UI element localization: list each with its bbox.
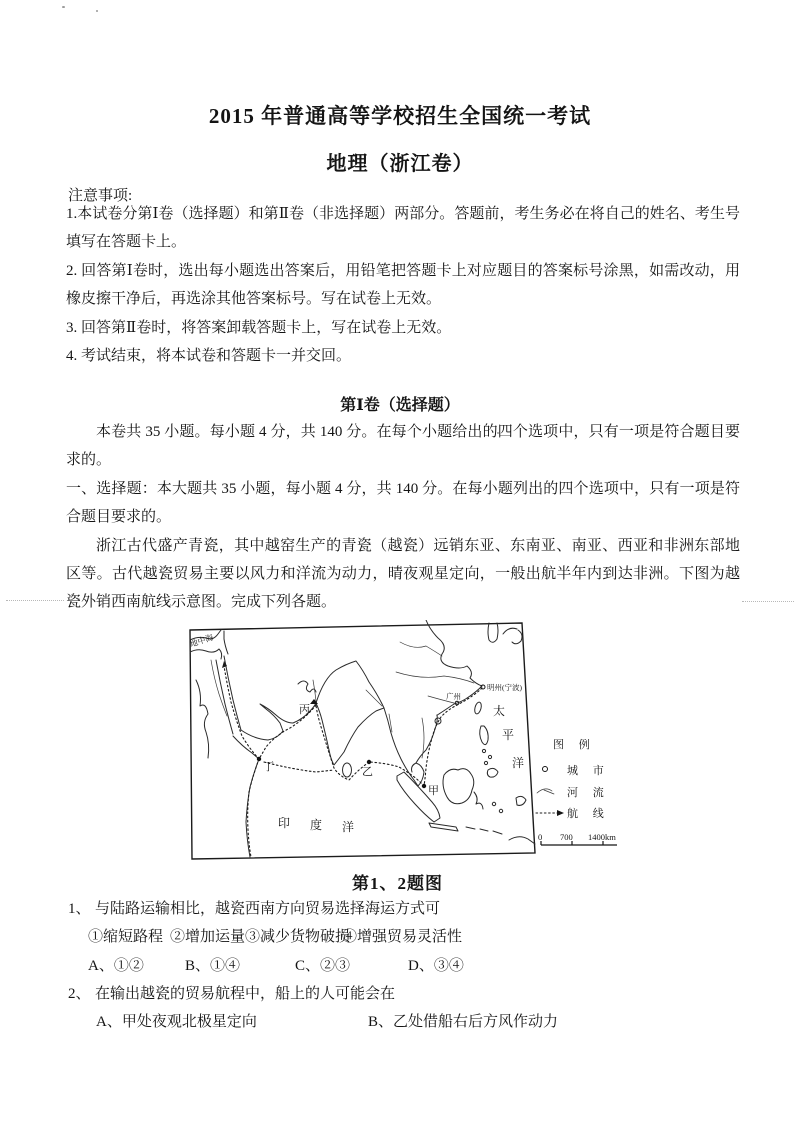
question-1-number: 1、 <box>68 901 91 917</box>
coastline-india <box>316 661 384 765</box>
legend-river-label: 河 流 <box>567 787 610 799</box>
coastline-red-sea-east <box>224 656 241 730</box>
label-point-bing: 丙 <box>299 704 310 716</box>
map-frame <box>190 623 535 859</box>
coastline-mediterranean <box>190 649 222 659</box>
philippine-island <box>488 755 491 758</box>
scan-speck <box>96 10 98 12</box>
coastline-new-guinea <box>509 837 535 844</box>
label-pacific-2: 平 <box>502 728 515 742</box>
scale-tick-0: 0 <box>538 832 543 842</box>
island-dash <box>480 829 488 831</box>
molucca-island <box>499 809 502 812</box>
question-2-choices <box>0 1010 800 1034</box>
label-indian-ocean-1: 印 <box>278 816 291 830</box>
page-title: 2015 年普通高等学校招生全国统一考试 <box>208 104 592 128</box>
scale-tick-1400: 1400km <box>588 832 616 842</box>
coastline-arabia-south <box>241 730 283 740</box>
legend-city-label: 城 市 <box>567 765 610 777</box>
coastline-sulawesi <box>474 792 483 809</box>
coastline-indochina-west <box>384 708 418 786</box>
label-guangzhou: 广州 <box>446 692 461 701</box>
point-marker-yi <box>367 760 371 764</box>
scale-bar <box>538 832 617 845</box>
section-body <box>66 418 740 617</box>
ganges-river <box>366 690 382 706</box>
choice-b: B、①④ <box>185 958 241 974</box>
question-1-sub-options <box>0 925 800 949</box>
coastline-korea <box>488 623 498 642</box>
question-2 <box>0 982 800 1006</box>
coastline-borneo <box>443 769 474 804</box>
question-2-stem: 在输出越瓷的贸易航程中，船上的人可能会在 <box>95 986 396 1002</box>
choice-a: A、①② <box>88 958 144 974</box>
river-legend-icon <box>537 789 554 794</box>
question-passage: 浙江古代盛产青瓷，其中越窑生产的青瓷（越瓷）远销东亚、东南亚、南亚、西亚和非洲东部地区等。古代越瓷贸易主要以风力和洋流为动力，晴夜观星定向，一般出航半年内到达非洲。下图为越瓷外销西南航线示意图。完成下列各题。 <box>66 537 740 611</box>
coastline-red-sea-west <box>216 660 233 734</box>
label-mingzhou: 明州(宁波) <box>487 683 522 692</box>
molucca-island <box>492 802 495 805</box>
scan-artifact-dotted-line <box>742 601 794 602</box>
map-figure <box>186 620 642 870</box>
point-marker-ding <box>257 757 261 761</box>
label-indian-ocean-2: 度 <box>310 818 323 832</box>
notice-item-2: 2. 回答第Ⅰ卷时，选出每小题选出答案后，用铅笔把答题卡上对应题目的答案标号涂黑，如需改动，用橡皮擦干净后，再选涂其他答案标号。写在试卷上无效。 <box>66 262 740 308</box>
section-rule: 一、选择题：本大题共 35 小题，每小题 4 分，共 140 分。在每小题列出的四个选项中，只有一项是符合题目要求的。 <box>66 480 740 526</box>
notice-list <box>66 200 740 370</box>
philippine-island <box>482 749 485 752</box>
label-pacific-1: 太 <box>493 704 506 718</box>
city-legend-icon <box>543 767 548 772</box>
coastline-africa-inland <box>196 680 209 758</box>
question-1-choices <box>0 954 800 978</box>
label-indian-ocean-3: 洋 <box>342 820 355 834</box>
coastline-gulf-of-aden-africa <box>233 736 259 759</box>
coastline-sri-lanka <box>343 763 352 777</box>
choice-b: B、乙处借船右后方风作动力 <box>368 1014 559 1030</box>
question-1 <box>0 897 800 921</box>
label-point-yi: 乙 <box>362 766 373 778</box>
yangtze-river <box>396 672 474 683</box>
label-point-ding: 丁 <box>263 761 274 773</box>
notice-item-1: 1.本试卷分第Ⅰ卷（选择题）和第Ⅱ卷（非选择题）两部分。答题前，考生务必在将自己的姓名、考生号填写在答题卡上。 <box>66 206 740 251</box>
figure-caption: 第1、2题图 <box>352 874 443 893</box>
notice-item-3: 3. 回答第Ⅱ卷时，将答案卸载答题卡上，写在试卷上无效。 <box>66 319 452 336</box>
philippine-island <box>484 761 487 764</box>
route-legend-arrowhead <box>557 810 564 816</box>
sub-option-4: ④增强贸易灵活性 <box>342 929 463 945</box>
label-mediterranean: 地中海 <box>188 632 215 649</box>
island-dash <box>466 827 475 829</box>
page-subtitle: 地理（浙江卷） <box>326 153 474 175</box>
label-pacific-3: 洋 <box>512 756 525 770</box>
question-1-stem: 与陆路运输相比，越瓷西南方向贸易选择海运方式可 <box>95 901 441 917</box>
notice-item-4: 4. 考试结束，将本试卷和答题卡一并交回。 <box>66 348 352 365</box>
island-dash <box>493 831 502 834</box>
label-point-jia: 甲 <box>428 785 439 797</box>
sub-option-3: ③减少货物破损 <box>245 929 351 945</box>
section-intro: 本卷共 35 小题。每小题 4 分，共 140 分。在每个小题给出的四个选项中，只有一项是符合题目要求的。 <box>66 424 740 469</box>
notice-heading: 注意事项: <box>68 188 133 204</box>
legend-route-label: 航 线 <box>567 808 610 820</box>
coastline-levant <box>224 631 228 654</box>
point-marker-jia <box>422 784 426 788</box>
section-heading: 第Ⅰ卷（选择题） <box>340 397 460 414</box>
choice-d: D、③④ <box>408 958 464 974</box>
scan-speck <box>62 6 65 8</box>
route-ding-africa-south <box>248 759 259 857</box>
yellow-river <box>400 642 442 656</box>
map-legend <box>536 737 617 845</box>
route-direct-yi-ding <box>264 762 334 772</box>
coastline-halmahera <box>516 796 526 805</box>
legend-title: 图 例 <box>553 739 596 751</box>
coastline-sumatra <box>397 772 440 822</box>
sub-option-1: ①缩短路程 <box>88 929 164 945</box>
coastline-japan <box>503 628 522 644</box>
choice-a: A、甲处夜观北极星定向 <box>96 1014 257 1030</box>
coastline-luzon <box>480 726 488 745</box>
choice-c: C、②③ <box>295 958 351 974</box>
coastline-mindanao <box>487 768 498 777</box>
coastline-java <box>429 823 458 831</box>
scan-artifact-dotted-line <box>6 600 64 601</box>
scale-tick-700: 700 <box>560 832 573 842</box>
question-2-number: 2、 <box>68 986 91 1002</box>
coastline-indochina-east <box>412 715 438 786</box>
sub-option-2: ②增加运量 <box>170 929 246 945</box>
coastline-taiwan <box>474 701 483 714</box>
